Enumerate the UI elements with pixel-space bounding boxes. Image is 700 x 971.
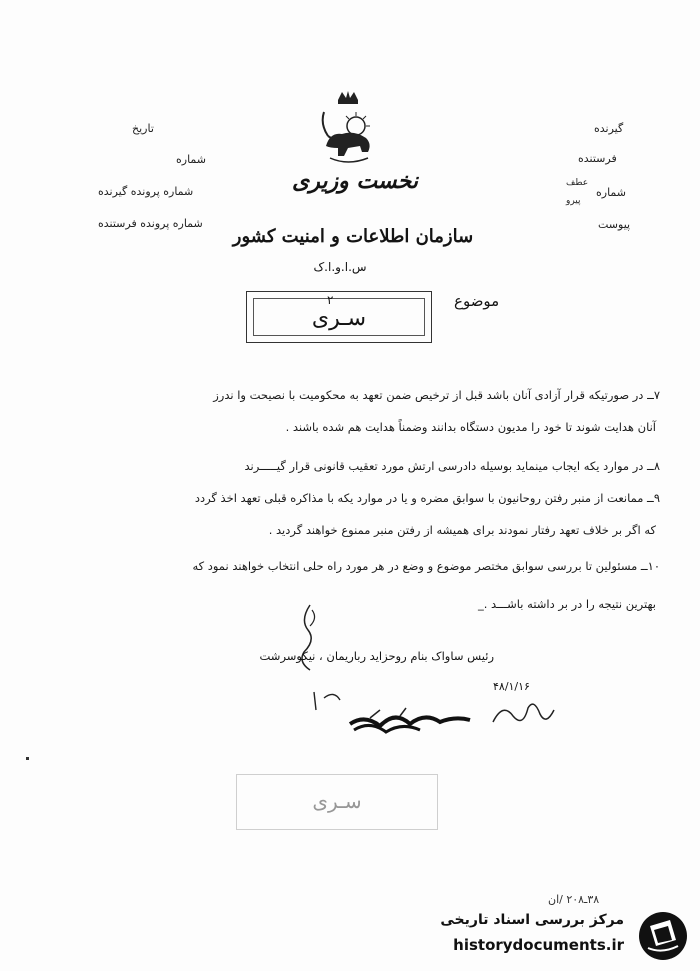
organization-title: سازمان اطلاعات و امنیت کشور (232, 226, 474, 247)
archive-logo-icon (636, 910, 690, 962)
paragraph-line: ۱۰ــ مسئولین تا بررسی سوابق مختصر موضوع و وضع در هر مورد راه حلی انتخاب خواهند نمود که (192, 559, 660, 573)
watermark-title: مرکز بررسی اسناد تاریخی (440, 912, 624, 928)
scribbled-signature-icon (310, 680, 490, 750)
paragraph-line: که اگر بر خلاف تعهد رفتار نمودند برای همیشه از رفتن منبر ممنوع خواهند گردید . (268, 523, 656, 537)
number-field (176, 153, 206, 166)
number-label: شماره (176, 153, 207, 166)
date-field (132, 122, 154, 135)
recipient-file-number-label: شماره پرونده گیرنده (98, 185, 194, 198)
signature-line: رئیس ساواک بنام روحزاید رباریمان ، نیکوسرشت (259, 649, 494, 663)
receiver-field (594, 122, 623, 135)
paragraph-line: ۹ــ ممانعت از منبر رفتن روحانیون با سوابق مضره و یا در موارد یکه با مذاکره قبلی تعهد اخذ گردد (194, 491, 660, 505)
lion-and-sun-emblem-icon (308, 90, 388, 170)
organization-code: س.ا.و.ا.ک (313, 260, 367, 274)
reference-number-label: شماره (596, 186, 627, 199)
handwritten-date: ۴۸/۱/۱۶ (493, 680, 530, 693)
date-label: تاریخ (132, 122, 154, 135)
watermark-url: historydocuments.ir (453, 936, 624, 954)
classification-number: ۲ (327, 293, 334, 307)
receiver-label: گیرنده (594, 122, 624, 135)
paragraph-line: آنان هدایت شوند تا خود را مدیون دستگاه بدانند وضمناً هدایت هم شده باشند . (285, 420, 656, 434)
attachment-field (598, 218, 630, 231)
paragraph-line: ۸ــ در موارد یکه ایجاب مینماید بوسیله دادرسی ارتش مورد تعقیب قانونی قرار گیـــــرند (244, 459, 660, 473)
watermark (418, 908, 694, 964)
sender-field (578, 152, 617, 165)
paragraph-line: بهترین نتیجه را در بر داشته باشـــد ._ (477, 597, 656, 611)
reference-number-field (596, 186, 626, 199)
attachment-label: پیوست (598, 218, 631, 231)
paragraph-line: ۷ــ در صورتیکه قرار آزادی آنان باشد قبل از ترخیص ضمن تعهد به محکومیت با نصیحت وا ندرز (213, 388, 660, 402)
reference-sub1 (566, 178, 588, 188)
sender-label: فرستنده (578, 152, 617, 165)
ministry-title: نخست وزیری (292, 168, 418, 194)
subject-label: موضوع (454, 292, 500, 310)
recipient-file-number-field (98, 185, 193, 198)
handwritten-mark-icon (290, 600, 330, 680)
classification-stamp (246, 291, 432, 343)
classification-text: سـری (311, 306, 367, 331)
document-number: ۳۸ـ۲۰۸ /ان (548, 893, 600, 906)
reference-sub2 (566, 196, 581, 206)
reference-sub2-label: پیرو (566, 196, 581, 206)
faded-stamp-text: سـری (312, 789, 362, 813)
sender-file-number-label: شماره پرونده فرستنده (98, 217, 203, 230)
reference-sub1-label: عطف (566, 178, 589, 188)
classification-stamp-faded (236, 774, 438, 830)
handwritten-initials-icon (488, 692, 558, 732)
sender-file-number-field (98, 217, 203, 230)
dot-mark (26, 757, 29, 760)
